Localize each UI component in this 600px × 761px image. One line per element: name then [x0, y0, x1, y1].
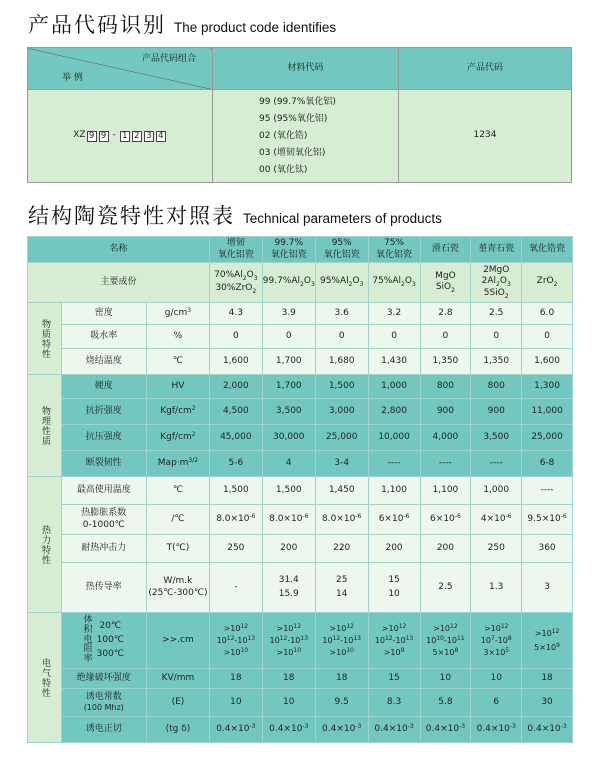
cell: 5-6	[209, 451, 262, 477]
row-unit: T(℃)	[146, 535, 209, 563]
material-item: 99 (99.7%氧化铝)	[259, 96, 336, 107]
header-material-code: 材料代码	[213, 48, 399, 90]
cell: $6\times 10^{-6}$	[368, 505, 420, 535]
group-physical: 物理性质	[28, 375, 62, 477]
cell: 5.8	[420, 689, 471, 717]
cell: 0	[368, 325, 420, 349]
cell: 250	[209, 535, 262, 563]
composition-value: 2MgO $2Al_2O_3$ 5SiO$_2$	[471, 263, 522, 303]
material-list	[213, 90, 399, 183]
col-header: 99.7% 氧化铝瓷	[262, 237, 315, 263]
cell: 2.5	[420, 563, 471, 613]
composition-value: MgO SiO$_2$	[420, 263, 471, 303]
cell: 18	[209, 669, 262, 689]
row-label: 绝缘破坏强度	[61, 669, 146, 689]
cell: $0.4\times 10^{-3}$	[420, 717, 471, 743]
cell: 0	[420, 325, 471, 349]
cell: 25 14	[315, 563, 368, 613]
row-label: 耐热冲击力	[61, 535, 146, 563]
row-unit: $g/cm^3$	[146, 303, 209, 325]
row-unit: (tg δ)	[146, 717, 209, 743]
group-material: 物质特性	[28, 303, 62, 375]
row-unit: KV/mm	[146, 669, 209, 689]
cell: 15	[368, 669, 420, 689]
composition-value: $75\%Al_2O_3$	[368, 263, 420, 303]
col-header: 95% 氧化铝瓷	[315, 237, 368, 263]
cell: 1,600	[522, 349, 573, 375]
cell: 3.6	[315, 303, 368, 325]
cell: 1,450	[315, 477, 368, 505]
cell: 2.8	[420, 303, 471, 325]
cell: 1,700	[262, 349, 315, 375]
example-separator: -	[112, 130, 116, 141]
cell: 800	[471, 375, 522, 399]
product-code-table	[27, 47, 572, 183]
cell: ----	[471, 451, 522, 477]
cell: 1,300	[522, 375, 573, 399]
cell: 6	[471, 689, 522, 717]
cell: 3,500	[262, 399, 315, 425]
name-header: 名称	[28, 237, 210, 263]
col-header: 75% 氧化铝瓷	[368, 237, 420, 263]
cell: $0.4\times 10^{-3}$	[315, 717, 368, 743]
row-label: 最高使用温度	[61, 477, 146, 505]
row-unit: ℃	[146, 477, 209, 505]
cell: 2,800	[368, 399, 420, 425]
cell: $>10^{12}$ $10^{12}-10^{13}$ $>10^9$	[368, 613, 420, 669]
row-label: 热传导率	[61, 563, 146, 613]
cell: 10	[262, 689, 315, 717]
code-box: 3	[144, 131, 154, 142]
row-unit: %	[146, 325, 209, 349]
cell: $0.4\times 10^{-3}$	[368, 717, 420, 743]
row-label: 热膨胀系数 0-1000℃	[61, 505, 146, 535]
col-header: 氧化锆瓷	[522, 237, 573, 263]
header-example: 举 例	[62, 72, 83, 83]
cell: 1,100	[368, 477, 420, 505]
row-label: 诱电正切	[61, 717, 146, 743]
row-label: 抗折强度	[61, 399, 146, 425]
cell: 45,000	[209, 425, 262, 451]
cell: 1,350	[420, 349, 471, 375]
cell: 11,000	[522, 399, 573, 425]
example-prefix: XZ	[73, 130, 86, 141]
code-box: 2	[132, 131, 142, 142]
cell: 9.5	[315, 689, 368, 717]
row-label: 密度	[61, 303, 146, 325]
cell: 3	[522, 563, 573, 613]
cell: 900	[471, 399, 522, 425]
example-cell	[28, 90, 213, 183]
code-box: 4	[156, 131, 166, 142]
cell: 8.3	[368, 689, 420, 717]
cell: 6.0	[522, 303, 573, 325]
section-title-zh: 结构陶瓷特性对照表	[28, 204, 235, 228]
cell: 0	[471, 325, 522, 349]
cell: 18	[522, 669, 573, 689]
cell: 3,000	[315, 399, 368, 425]
material-item: 95 (95%氧化铝)	[259, 113, 328, 124]
cell: 200	[420, 535, 471, 563]
cell: ----	[522, 477, 573, 505]
group-thermal: 热力特性	[28, 477, 62, 613]
composition-label: 主要成份	[28, 263, 210, 303]
cell: 0	[209, 325, 262, 349]
section-title-en: The product code identifies	[174, 20, 337, 35]
row-unit: Kgf/$cm^2$	[146, 399, 209, 425]
cell: $>10^{12}$ $10^{12}-10^{13}$ $>10^{10}$	[262, 613, 315, 669]
row-unit: HV	[146, 375, 209, 399]
composition-value: ZrO$_2$	[522, 263, 573, 303]
cell: 31.4 15.9	[262, 563, 315, 613]
section-title-code	[28, 9, 336, 39]
header-diagonal-cell	[28, 48, 213, 90]
col-header: 增韧 氧化铝瓷	[209, 237, 262, 263]
row-unit: (E)	[146, 689, 209, 717]
cell: 220	[315, 535, 368, 563]
section-title-en: Technical parameters of products	[243, 211, 442, 226]
cell: 6-8	[522, 451, 573, 477]
cell: 3.2	[368, 303, 420, 325]
cell: 25,000	[315, 425, 368, 451]
row-label: 硬度	[61, 375, 146, 399]
row-label: 吸水率	[61, 325, 146, 349]
row-unit: ℃	[146, 349, 209, 375]
cell: 200	[262, 535, 315, 563]
cell: 1,430	[368, 349, 420, 375]
cell: 2,000	[209, 375, 262, 399]
composition-value: $95\%Al_2O_3$	[315, 263, 368, 303]
row-unit: $Map\cdot m^{3/2}$	[146, 451, 209, 477]
product-code-value: 1234	[399, 90, 572, 183]
cell: 1,000	[471, 477, 522, 505]
code-box: 1	[120, 131, 130, 142]
cell: 1,500	[209, 477, 262, 505]
cell: 900	[420, 399, 471, 425]
cell: $9.5\times 10^{-6}$	[522, 505, 573, 535]
cell: ----	[368, 451, 420, 477]
composition-value: $70\%Al_2O_3$ 30%ZrO$_2$	[209, 263, 262, 303]
cell: 1,000	[368, 375, 420, 399]
code-box: 9	[99, 131, 109, 142]
cell: 10,000	[368, 425, 420, 451]
cell: $6\times 10^{-6}$	[420, 505, 471, 535]
cell: $>10^{12}$ $10^{10}-10^{11}$ $5\times 10^8$	[420, 613, 471, 669]
header-code-combo: 产品代码组合	[141, 54, 196, 64]
cell: $0.4\times 10^{-3}$	[262, 717, 315, 743]
cell: 10	[471, 669, 522, 689]
cell: -	[209, 563, 262, 613]
cell: 4,500	[209, 399, 262, 425]
row-unit: Kgf/$cm^2$	[146, 425, 209, 451]
cell: $8.0\times 10^{-6}$	[262, 505, 315, 535]
cell: 4	[262, 451, 315, 477]
cell: 1,700	[262, 375, 315, 399]
cell: $0.4\times 10^{-3}$	[522, 717, 573, 743]
material-item: 00 (氧化钛)	[259, 164, 308, 175]
cell: $>10^{12}$ $10^7-10^8$ $3\times 10^5$	[471, 613, 522, 669]
cell: 0	[315, 325, 368, 349]
composition-value: $99.7\%Al_2O_3$	[262, 263, 315, 303]
cell: $0.4\times 10^{-3}$	[209, 717, 262, 743]
cell: 0	[522, 325, 573, 349]
row-label: 断裂韧性	[61, 451, 146, 477]
row-label: 体 积 电 阻 率 20℃ 100℃ 300℃	[61, 613, 146, 669]
cell: 4,000	[420, 425, 471, 451]
col-header: 滑石瓷	[420, 237, 471, 263]
cell: ----	[420, 451, 471, 477]
cell: $>10^{12}$ $10^{12}-10^{13}$ $>10^{10}$	[315, 613, 368, 669]
cell: 15 10	[368, 563, 420, 613]
cell: $8.0\times 10^{-6}$	[315, 505, 368, 535]
header-product-code: 产品代码	[399, 48, 572, 90]
cell: 18	[262, 669, 315, 689]
material-item: 03 (增韧氧化铝)	[259, 147, 326, 158]
row-unit: >>.cm	[146, 613, 209, 669]
cell: 10	[209, 689, 262, 717]
cell: 1.3	[471, 563, 522, 613]
section-title-zh: 产品代码识别	[28, 13, 166, 37]
cell: 250	[471, 535, 522, 563]
group-electrical: 电气特性	[28, 613, 62, 743]
cell: 360	[522, 535, 573, 563]
code-box: 9	[87, 131, 97, 142]
cell: $>10^{12}$ $5\times 10^9$	[522, 613, 573, 669]
cell: 1,100	[420, 477, 471, 505]
cell: 3.9	[262, 303, 315, 325]
col-header: 堇青石瓷	[471, 237, 522, 263]
cell: 10	[420, 669, 471, 689]
cell: 800	[420, 375, 471, 399]
cell: 3,500	[471, 425, 522, 451]
example-code	[73, 130, 167, 141]
cell: 0	[262, 325, 315, 349]
cell: 1,500	[315, 375, 368, 399]
row-label: 烧结温度	[61, 349, 146, 375]
cell: 25,000	[522, 425, 573, 451]
cell: 3-4	[315, 451, 368, 477]
material-item: 02 (氧化锆)	[259, 130, 308, 141]
cell: 30	[522, 689, 573, 717]
cell: 200	[368, 535, 420, 563]
parameters-table	[27, 236, 573, 743]
cell: 4.3	[209, 303, 262, 325]
cell: $8.0\times 10^{-6}$	[209, 505, 262, 535]
cell: 2.5	[471, 303, 522, 325]
cell: 1,680	[315, 349, 368, 375]
cell: 18	[315, 669, 368, 689]
cell: $>10^{12}$ $10^{12}-10^{13}$ $>10^{10}$	[209, 613, 262, 669]
row-unit: W/m.k (25℃-300℃)	[146, 563, 209, 613]
row-unit: /℃	[146, 505, 209, 535]
cell: 1,350	[471, 349, 522, 375]
cell: $0.4\times 10^{-3}$	[471, 717, 522, 743]
cell: 1,500	[262, 477, 315, 505]
cell: 1,600	[209, 349, 262, 375]
cell: $4\times 10^{-6}$	[471, 505, 522, 535]
section-title-params	[28, 200, 442, 230]
cell: 30,000	[262, 425, 315, 451]
row-label: 抗压强度	[61, 425, 146, 451]
row-label: 诱电常数 (100 Mhz)	[61, 689, 146, 717]
